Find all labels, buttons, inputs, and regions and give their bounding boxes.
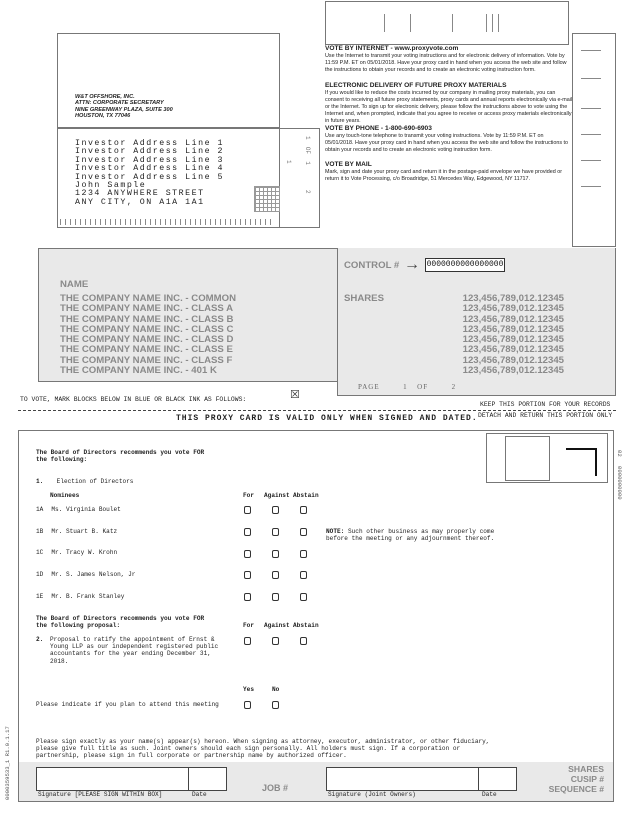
signature-joint-label: Signature (Joint Owners) <box>328 791 416 798</box>
nominee-row-1b: 1B Mr. Stuart B. Katz <box>36 528 118 535</box>
sign-instructions: Please sign exactly as your name(s) appear(s) hereon. When signing as attorney, executor, administrator, or other fiduciary, please give full title as such. Joint owners should each sign personally. All holders must sign. If a corporation or partnership, please sign in full corporate or partnership name by authorized officer. <box>36 738 490 760</box>
right-side-strip <box>572 33 616 247</box>
nominees-label: Nominees <box>50 492 80 499</box>
account-divider <box>337 248 338 396</box>
nominee-1e-for-checkbox[interactable] <box>244 593 251 601</box>
nominee-1a-for-checkbox[interactable] <box>244 506 251 514</box>
detach-text: DETACH AND RETURN THIS PORTION ONLY <box>478 412 613 419</box>
side-marks-column <box>280 128 320 228</box>
signature-joint-box[interactable] <box>326 767 479 791</box>
nominee-1d-abstain-checkbox[interactable] <box>300 571 307 579</box>
board-rec-2: The Board of Directors recommends you vote FOR the following proposal: <box>36 615 205 630</box>
col-against-2: Against <box>264 622 290 629</box>
name-label: NAME <box>60 279 89 290</box>
vote-mail-heading: VOTE BY MAIL <box>325 161 372 168</box>
signature-box[interactable] <box>36 767 189 791</box>
col-for: For <box>243 492 254 499</box>
proposal-2-for-checkbox[interactable] <box>244 637 251 645</box>
electronic-delivery-heading: ELECTRONIC DELIVERY OF FUTURE PROXY MATERIALS <box>325 82 507 89</box>
mark-sample-icon: ☒ <box>290 389 300 401</box>
item1-heading: 1. Election of Directors <box>36 478 134 485</box>
proposal-2-abstain-checkbox[interactable] <box>300 637 307 645</box>
ballot-inner-square <box>505 436 550 481</box>
control-arrow-icon: → <box>404 256 420 273</box>
nominee-row-1d: 1D Mr. S. James Nelson, Jr <box>36 571 136 578</box>
voting-instructions <box>325 45 573 183</box>
nominee-1d-against-checkbox[interactable] <box>272 571 279 579</box>
date-box[interactable] <box>189 767 227 791</box>
col-yes: Yes <box>243 686 254 693</box>
nominee-row-1e: 1E Mr. B. Frank Stanley <box>36 593 125 600</box>
electronic-delivery-body: If you would like to reduce the costs incurred by our company in mailing proxy materials, you can consent to receiving all future proxy statements, proxy cards and annual reports electronically via e-mail or the Internet. To sign up for electronic delivery, please follow the instructions above to vote using the Internet and, when prompted, indicate that you agree to receive or access proxy materials electronically in future years. <box>325 90 573 124</box>
col-abstain: Abstain <box>293 492 319 499</box>
top-barcode-box <box>325 1 569 45</box>
attend-no-checkbox[interactable] <box>272 701 279 709</box>
investor-address: Investor Address Line 1 Investor Address Line 2 Investor Address Line 3 Investor Address Line 4 Investor Address Line 5 John Sample 1234 ANYWHERE STREET ANY CITY, ON A1A 1A1 <box>75 139 225 207</box>
return-address: W&T OFFSHORE, INC. ATTN: CORPORATE SECRETARY NINE GREENWAY PLAZA, SUITE 300 HOUSTON, TX 77046 <box>75 94 173 119</box>
col-abstain-2: Abstain <box>293 622 319 629</box>
company-list: THE COMPANY NAME INC. - COMMON THE COMPANY NAME INC. - CLASS A THE COMPANY NAME INC. - CLASS B THE COMPANY NAME INC. - CLASS C THE COMPANY NAME INC. - CLASS D THE COMPANY NAME INC. - CLASS E THE COMPANY NAME INC. - CLASS F THE COMPANY NAME INC. - 401 K <box>60 293 237 377</box>
col-no: No <box>272 686 280 693</box>
item2-number: 2. <box>36 636 44 643</box>
dash-cut-line <box>18 410 616 411</box>
proposal-2-against-checkbox[interactable] <box>272 637 279 645</box>
signature-label: Signature [PLEASE SIGN WITHIN BOX] <box>38 791 163 798</box>
nominee-1c-abstain-checkbox[interactable] <box>300 550 307 558</box>
keep-portion-text: KEEP THIS PORTION FOR YOUR RECORDS <box>480 401 611 408</box>
date-joint-box[interactable] <box>479 767 517 791</box>
vote-phone-body: Use any touch-tone telephone to transmit your voting instructions. Vote by 11:59 P.M. ET on 05/01/2018. Have your proxy card in hand when you access the web site and follow the instructions to obtain your records and to create an electronic voting instruction form. <box>325 133 569 153</box>
nominee-1b-abstain-checkbox[interactable] <box>300 528 307 536</box>
left-side-code: 0000359533_1 R1.0.1.17 <box>4 726 11 800</box>
control-label: CONTROL # <box>344 260 400 271</box>
nominee-row-1a: 1A Ms. Virginia Boulet <box>36 506 121 513</box>
mark-instructions: TO VOTE, MARK BLOCKS BELOW IN BLUE OR BLACK INK AS FOLLOWS: <box>20 396 247 403</box>
cusip-block: SHARES CUSIP # SEQUENCE # <box>548 764 604 794</box>
attend-text: Please indicate if you plan to attend this meeting <box>36 701 219 708</box>
job-label: JOB # <box>262 783 289 793</box>
nominee-1b-against-checkbox[interactable] <box>272 528 279 536</box>
nominee-1a-abstain-checkbox[interactable] <box>300 506 307 514</box>
date-joint-label: Date <box>482 791 497 798</box>
vote-mail-body: Mark, sign and date your proxy card and return it in the postage-paid envelope we have provided or return it to Vote Processing, c/o Broadridge, 51 Mercedes Way, Edgewood, NY 11717. <box>325 169 563 182</box>
valid-notice: THIS PROXY CARD IS VALID ONLY WHEN SIGNED AND DATED. <box>176 414 478 423</box>
postal-barcode <box>60 219 272 225</box>
vote-internet-heading: VOTE BY INTERNET - www.proxyvote.com <box>325 45 459 52</box>
nominee-1e-against-checkbox[interactable] <box>272 593 279 601</box>
nominee-1a-against-checkbox[interactable] <box>272 506 279 514</box>
side-marks-c: 2 <box>304 190 311 194</box>
item2-text: Proposal to ratify the appointment of Ernst & Young LLP as our independent registered public accountants for the year ending December 31, 2018. <box>50 636 219 665</box>
shares-list: 123,456,789,012.12345 123,456,789,012.12345 123,456,789,012.12345 123,456,789,012.12345 123,456,789,012.12345 123,456,789,012.12345 123,456,789,012.12345 123,456,789,012.12345 <box>462 293 564 377</box>
page-indicator: PAGE 1 OF 2 <box>358 383 457 391</box>
board-rec-1: The Board of Directors recommends you vote FOR the following: <box>36 449 205 464</box>
nominee-1e-abstain-checkbox[interactable] <box>300 593 307 601</box>
vote-phone-heading: VOTE BY PHONE - 1-800-690-6903 <box>325 125 432 132</box>
date-label: Date <box>192 791 207 798</box>
nominee-1c-against-checkbox[interactable] <box>272 550 279 558</box>
nominee-1c-for-checkbox[interactable] <box>244 550 251 558</box>
nominee-row-1c: 1C Mr. Tracy W. Krohn <box>36 549 118 556</box>
col-against: Against <box>264 492 290 499</box>
attend-yes-checkbox[interactable] <box>244 701 251 709</box>
control-number: 0000000000000000 <box>425 258 505 272</box>
right-side-code-a: 02 <box>616 450 623 457</box>
vote-internet-body: Use the Internet to transmit your voting instructions and for electronic delivery of information. Vote by 11:59 P.M. ET on 05/01/2018. Have your proxy card in hand when you access the web site and follow the instructions to obtain your records and to create an electronic voting instruction form. <box>325 53 567 73</box>
nominee-1d-for-checkbox[interactable] <box>244 571 251 579</box>
nominee-1b-for-checkbox[interactable] <box>244 528 251 536</box>
side-marks: 1 OF 1 <box>304 136 311 165</box>
2d-code-grid-icon <box>254 186 280 212</box>
side-marks-b: 1 <box>285 160 292 164</box>
shares-label: SHARES <box>344 293 384 304</box>
col-for-2: For <box>243 622 254 629</box>
corner-mark-icon <box>566 448 597 476</box>
ballot-note: NOTE: Such other business as may properly come before the meeting or any adjournment thereof. <box>326 528 495 543</box>
right-side-code-b: 0000000000 <box>616 466 623 500</box>
